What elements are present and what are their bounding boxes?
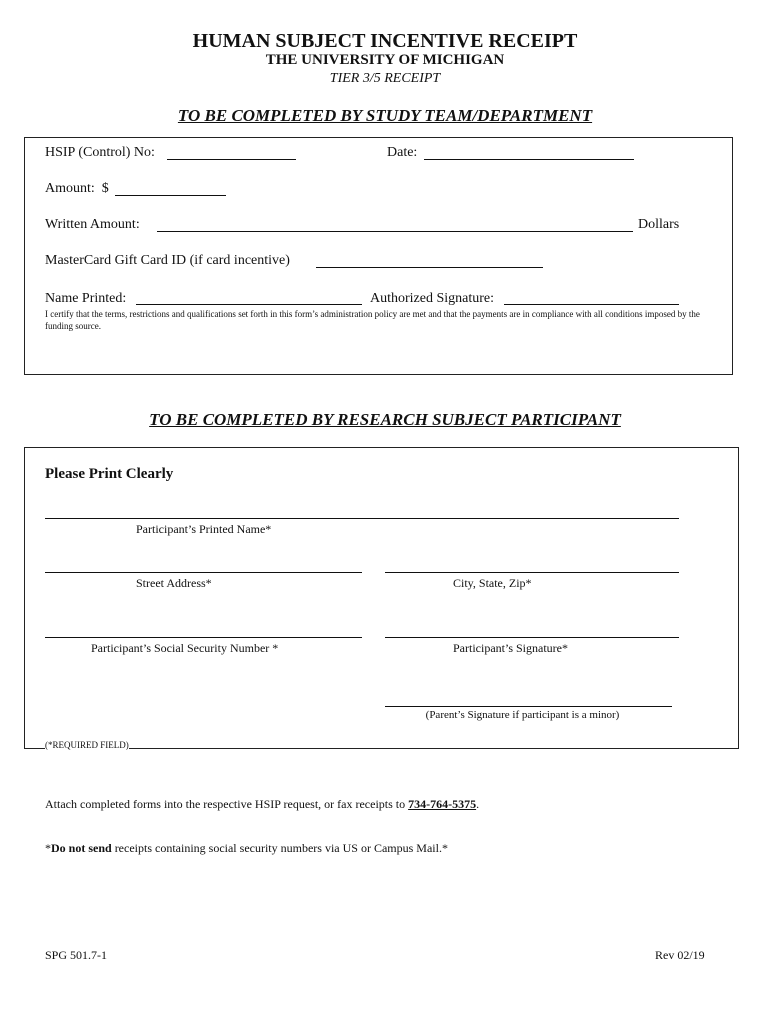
attach-instructions — [45, 797, 479, 812]
warning-rest: receipts containing social security numbers via US or Campus Mail.* — [111, 841, 448, 855]
printed-name-field[interactable] — [45, 518, 679, 519]
warning-prefix: * — [45, 841, 51, 855]
revision-label: Rev 02/19 — [655, 948, 705, 962]
study-section-heading: TO BE COMPLETED BY STUDY TEAM/DEPARTMENT — [177, 106, 593, 125]
participant-section-box — [24, 447, 739, 749]
gift-card-label: MasterCard Gift Card ID (if card incentive) — [45, 253, 290, 268]
dollars-label: Dollars — [638, 217, 680, 232]
form-code: SPG 501.7-1 — [45, 948, 108, 962]
street-address-field[interactable] — [45, 572, 362, 573]
written-amount-label: Written Amount: — [45, 217, 140, 232]
hsip-field[interactable] — [167, 159, 296, 160]
amount-label: Amount: $ — [45, 181, 109, 196]
warning-bold: Do not send — [51, 841, 112, 855]
university-name: THE UNIVERSITY OF MICHIGAN — [265, 52, 505, 68]
attach-text: Attach completed forms into the respective HSIP request, or fax receipts to — [45, 797, 409, 811]
amount-field[interactable] — [115, 195, 226, 196]
hsip-label: HSIP (Control) No: — [45, 145, 155, 160]
name-printed-label: Name Printed: — [45, 291, 127, 306]
printed-name-caption: Participant’s Printed Name* — [136, 522, 272, 536]
authorized-signature-label: Authorized Signature: — [370, 291, 495, 306]
participant-signature-field[interactable] — [385, 637, 679, 638]
participant-section-heading: TO BE COMPLETED BY RESEARCH SUBJECT PARTICIPANT — [149, 410, 621, 429]
please-print-label: Please Print Clearly — [45, 466, 174, 482]
mail-warning — [45, 841, 448, 856]
authorized-signature-field[interactable] — [504, 304, 679, 305]
ssn-field[interactable] — [45, 637, 362, 638]
certification-statement: I certify that the terms, restrictions and qualifications set forth in this form’s administration policy are met and that the payments are in compliance with all conditions imposed by the funding source. — [45, 309, 700, 331]
written-amount-field[interactable] — [157, 231, 633, 232]
fax-number: 734-764-5375 — [408, 797, 477, 811]
city-state-zip-field[interactable] — [385, 572, 679, 573]
parent-signature-caption: (Parent’s Signature if participant is a minor) — [425, 709, 620, 721]
gift-card-field[interactable] — [316, 267, 543, 268]
city-state-zip-caption: City, State, Zip* — [453, 576, 532, 590]
ssn-caption: Participant’s Social Security Number * — [91, 641, 279, 655]
attach-end: . — [476, 797, 480, 811]
document-title: HUMAN SUBJECT INCENTIVE RECEIPT — [192, 30, 578, 52]
required-field-note: (*REQUIRED FIELD) — [45, 740, 129, 750]
participant-signature-caption: Participant’s Signature* — [453, 641, 568, 655]
tier-label: TIER 3/5 RECEIPT — [329, 71, 441, 86]
parent-signature-field[interactable] — [385, 706, 672, 707]
date-label: Date: — [387, 145, 418, 160]
street-address-caption: Street Address* — [136, 576, 212, 590]
name-printed-field[interactable] — [136, 304, 362, 305]
date-field[interactable] — [424, 159, 634, 160]
